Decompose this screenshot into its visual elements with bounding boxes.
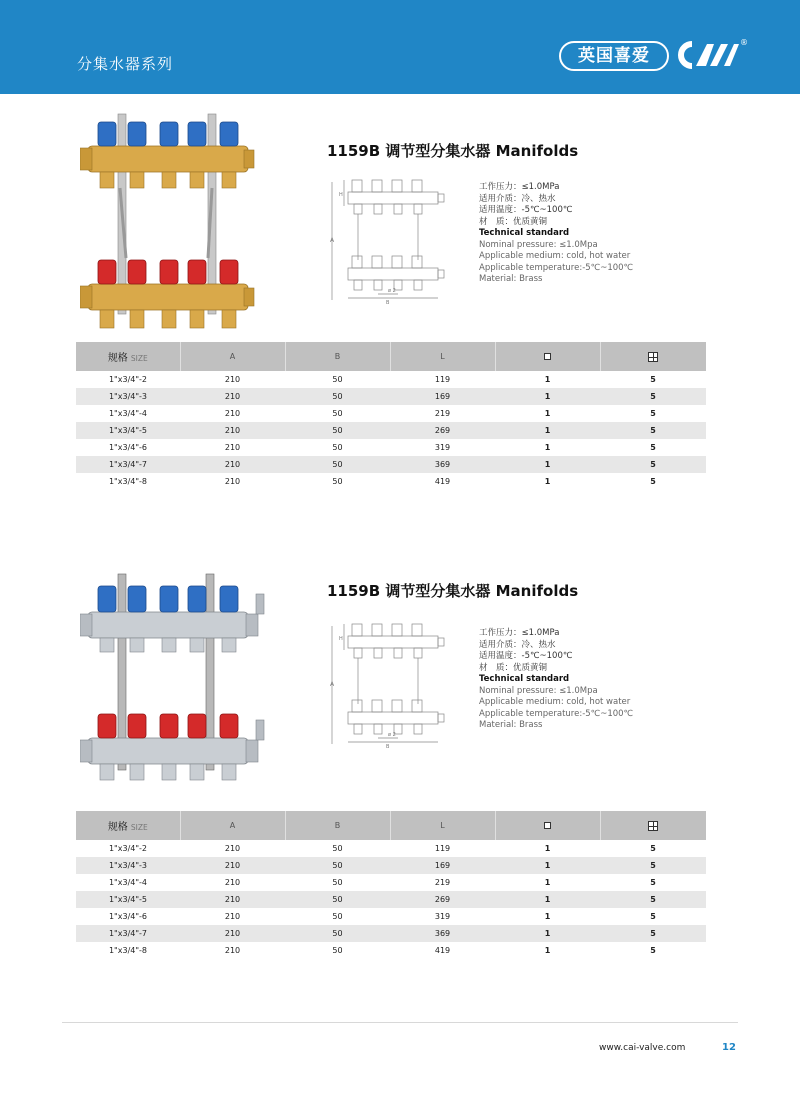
product-title: 1159B 调节型分集水器 Manifolds <box>327 582 579 600</box>
series-title: 分集水器系列 <box>77 55 174 73</box>
table-row: 1"x3/4"-8 210 50 419 1 5 <box>108 946 656 955</box>
spec-medium-cn: 适用介质：冷、热水 <box>479 639 556 650</box>
spec-medium-cn: 适用介质：冷、热水 <box>479 193 556 204</box>
col-l: L <box>390 342 495 371</box>
spec-temp-cn: 适用温度：-5℃~100℃ <box>479 205 573 215</box>
spec-temp-en: Applicable temperature:-5℃~100℃ <box>479 708 634 719</box>
small-box-icon <box>544 822 551 829</box>
dim-a-label: A <box>330 681 335 688</box>
table-row: 1"x3/4"-8 210 50 419 1 5 <box>108 477 656 486</box>
table-row: 1"x3/4"-3 210 50 169 1 5 <box>76 857 706 874</box>
spec-heading: Technical standard <box>479 228 570 238</box>
footer-divider <box>62 1022 738 1023</box>
spec-pressure-en: Nominal pressure: ≤1.0Mpa <box>479 685 598 696</box>
registered-mark: ® <box>740 38 748 47</box>
table-row: 1"x3/4"-6 210 50 319 1 5 <box>108 443 656 452</box>
cai-logo <box>676 38 740 72</box>
table-row: 1"x3/4"-4 210 50 219 1 5 <box>108 409 656 418</box>
page-number: 12 <box>722 1042 736 1053</box>
spec-temp-en: Applicable temperature:-5℃~100℃ <box>479 262 634 273</box>
dim-h-label: H <box>339 636 343 642</box>
carton-grid-icon <box>648 821 658 831</box>
spec-heading: Technical standard <box>479 674 570 684</box>
col-box <box>495 342 600 371</box>
dim-l-label: ø 2 <box>388 732 396 738</box>
technical-drawing <box>328 172 453 307</box>
table-row: 1"x3/4"-2 210 50 119 1 5 <box>108 844 656 853</box>
website-link[interactable]: www.cai-valve.com <box>599 1043 686 1053</box>
table-header-row <box>76 811 706 840</box>
dim-b-label: B <box>386 744 390 750</box>
col-a: A <box>180 342 285 371</box>
dim-b-label: B <box>386 300 390 306</box>
product-title: 1159B 调节型分集水器 Manifolds <box>327 142 579 160</box>
chrome-manifold-photo <box>80 568 270 788</box>
table-row: 1"x3/4"-3 210 50 169 1 5 <box>76 388 706 405</box>
page-header <box>0 0 800 94</box>
spec-material-en: Material: Brass <box>479 720 543 730</box>
spec-material-cn: 材 质：优质黄铜 <box>479 662 548 673</box>
col-box <box>495 811 600 840</box>
dim-a-label: A <box>330 237 335 244</box>
table-row: 1"x3/4"-4 210 50 219 1 5 <box>108 878 656 887</box>
spec-block <box>479 182 633 286</box>
table-row: 1"x3/4"-6 210 50 319 1 5 <box>108 912 656 921</box>
brand-cn-logo: 英国喜爱 <box>559 41 669 71</box>
dim-l-label: ø 2 <box>388 288 396 294</box>
spec-pressure-cn: 工作压力：≤1.0MPa <box>479 628 560 638</box>
size-table <box>76 342 706 490</box>
carton-grid-icon <box>648 352 658 362</box>
spec-pressure-cn: 工作压力：≤1.0MPa <box>479 182 560 192</box>
col-b: B <box>285 811 390 840</box>
col-carton <box>600 342 706 371</box>
technical-drawing <box>328 616 453 751</box>
small-box-icon <box>544 353 551 360</box>
table-header-row <box>76 342 706 371</box>
col-l: L <box>390 811 495 840</box>
spec-material-cn: 材 质：优质黄铜 <box>479 216 548 227</box>
table-row: 1"x3/4"-7 210 50 369 1 5 <box>76 925 706 942</box>
col-a: A <box>180 811 285 840</box>
spec-medium-en: Applicable medium: cold, hot water <box>479 697 631 707</box>
brass-manifold-photo <box>80 108 255 340</box>
spec-pressure-en: Nominal pressure: ≤1.0Mpa <box>479 239 598 250</box>
size-table <box>76 811 706 959</box>
table-row: 1"x3/4"-5 210 50 269 1 5 <box>76 891 706 908</box>
table-row: 1"x3/4"-7 210 50 369 1 5 <box>76 456 706 473</box>
spec-temp-cn: 适用温度：-5℃~100℃ <box>479 651 573 661</box>
table-row: 1"x3/4"-5 210 50 269 1 5 <box>76 422 706 439</box>
dim-h-label: H <box>339 192 343 198</box>
col-b: B <box>285 342 390 371</box>
col-carton <box>600 811 706 840</box>
col-size: 规格 SIZE <box>76 342 180 371</box>
table-row: 1"x3/4"-2 210 50 119 1 5 <box>108 375 656 384</box>
spec-medium-en: Applicable medium: cold, hot water <box>479 251 631 261</box>
spec-block <box>479 628 633 732</box>
col-size: 规格 SIZE <box>76 811 180 840</box>
spec-material-en: Material: Brass <box>479 274 543 284</box>
